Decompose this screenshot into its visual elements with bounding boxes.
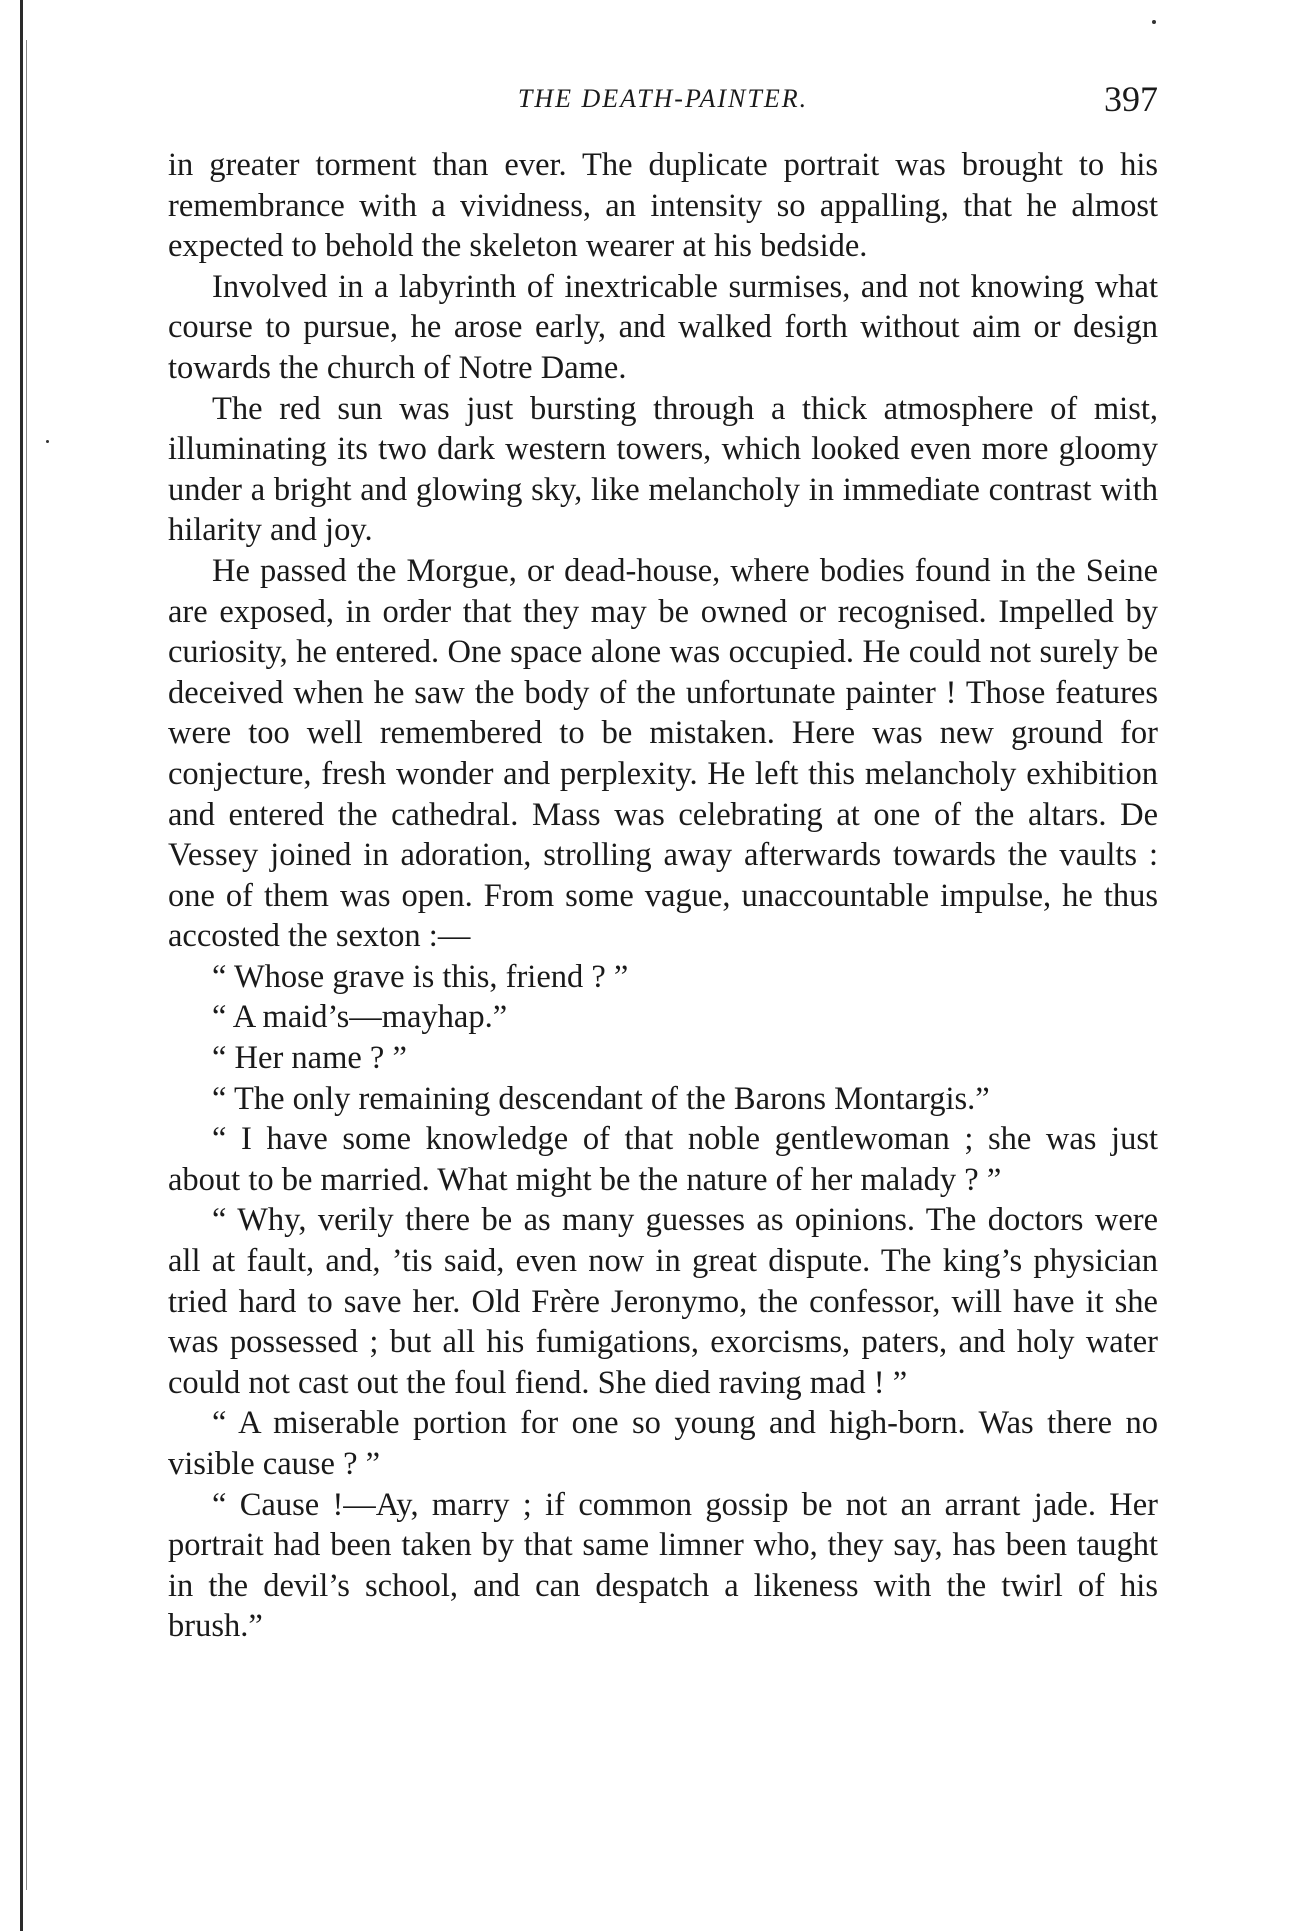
page-number: 397 — [1104, 79, 1158, 119]
dialogue-line: “ I have some knowledge of that noble gentlewoman ; she was just about to be married. What might be the nature of her malady ? ” — [168, 1121, 1158, 1198]
dialogue-line: “ Cause !—Ay, marry ; if common gossip be not an arrant jade. Her portrait had been taken by that same limner who, they say, has been taught in the devil’s school, and can despatch a likeness with the twirl of his brush.” — [168, 1486, 1158, 1645]
paragraph: He passed the Morgue, or dead-house, where bodies found in the Seine are exposed, in order that they may be owned or recognised. Impelled by curiosity, he entered. One space alone was occupied. He could not surely be deceived when he saw the body of the unfortunate painter ! Those features were too well remembered to be mistaken. Here was new ground for conjecture, fresh wonder and perplexity. He left this melancholy exhibition and entered the cathedral. Mass was celebrating at one of the altars. De Vessey joined in adoration, strolling away afterwards towards the vaults : one of them was open. From some vague, unaccountable impulse, he thus accosted the sexton :— — [168, 552, 1158, 955]
dialogue-line: “ Whose grave is this, friend ? ” — [212, 958, 629, 995]
dialogue-line: “ The only remaining descendant of the Barons Montargis.” — [212, 1080, 990, 1117]
print-speck — [1152, 20, 1156, 24]
running-title: THE DEATH-PAINTER. — [517, 84, 809, 113]
running-header — [168, 78, 1158, 118]
dialogue-line: “ Why, verily there be as many guesses as opinions. The doctors were all at fault, and, ’tis said, even now in great dispute. The king’s physician tried hard to save her. Old Frère Jeronymo, the confessor, will have it she was possessed ; but all his fumigations, exorcisms, paters, and holy water could not cast out the foul fiend. She died raving mad ! ” — [168, 1202, 1158, 1401]
binding-edge-line — [20, 0, 23, 1931]
paragraph: Involved in a labyrinth of inextricable surmises, and not knowing what course to pursue, he arose early, and walked forth without aim or design towards the church of Notre Dame. — [168, 268, 1158, 386]
body-text — [168, 145, 1158, 1647]
binding-edge-shadow — [26, 40, 27, 1890]
dialogue-line: “ A miserable portion for one so young and high-born. Was there no visible cause ? ” — [168, 1405, 1158, 1482]
paragraph: The red sun was just bursting through a thick atmosphere of mist, illuminating its two dark western towers, which looked even more gloomy under a bright and glowing sky, like melancholy in immediate contrast with hilarity and joy. — [168, 390, 1158, 549]
print-speck — [46, 440, 49, 443]
paragraph: in greater torment than ever. The duplicate portrait was brought to his remembrance with a vividness, an intensity so appalling, that he almost expected to behold the skeleton wearer at his bedside. — [168, 147, 1158, 265]
dialogue-line: “ Her name ? ” — [212, 1040, 407, 1077]
dialogue-line: “ A maid’s—mayhap.” — [212, 999, 508, 1036]
